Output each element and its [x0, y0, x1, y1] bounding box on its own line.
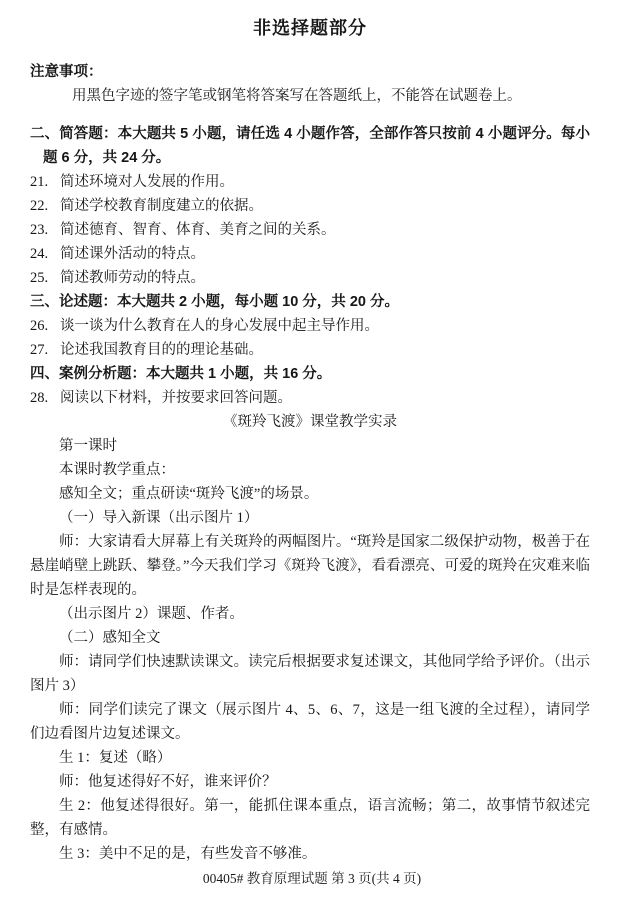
- section-heading: 四、案例分析题：本大题共 1 小题，共 16 分。: [30, 366, 332, 382]
- section-heading: 二、简答题：本大题共 5 小题，请任选 4 小题作答，全部作答只按前 4 小题评分。每小题 6 分，共 24 分。: [30, 126, 590, 166]
- question-item: [30, 338, 590, 362]
- question-item: [30, 314, 590, 338]
- material-paragraph: 感知全文；重点研读“斑羚飞渡”的场景。: [59, 486, 319, 502]
- item-number: 23.: [30, 222, 49, 238]
- material-paragraph: 本课时教学重点：: [59, 462, 175, 478]
- material-paragraph: 师：他复述得好不好，谁来评价？: [59, 774, 277, 790]
- material-title: 《斑羚飞渡》课堂教学实录: [223, 414, 397, 430]
- material-paragraph: （二）感知全文: [59, 630, 161, 646]
- material-paragraph: 师：同学们读完了课文（展示图片 4、5、6、7，这是一组飞渡的全过程），请同学们边看图片边复述课文。: [30, 702, 590, 742]
- item-number: 25.: [30, 270, 49, 286]
- material-paragraph: （出示图片 2）课题、作者。: [59, 606, 244, 622]
- item-number: 27.: [30, 342, 49, 358]
- item-text: 阅读以下材料，并按要求回答问题。: [60, 390, 292, 406]
- document-body: [30, 60, 590, 866]
- item-text: 论述我国教育目的的理论基础。: [60, 342, 263, 358]
- material-paragraph: 师：大家请看大屏幕上有关斑羚的两幅图片。“斑羚是国家二级保护动物，极善于在悬崖峭壁上跳跃、攀登。”今天我们学习《斑羚飞渡》，看看漂亮、可爱的斑羚在灾难来临时是怎样表现的。: [30, 534, 590, 598]
- question-item: [30, 266, 590, 290]
- section-heading: 三、论述题：本大题共 2 小题，每小题 10 分，共 20 分。: [30, 294, 399, 310]
- question-item: [30, 218, 590, 242]
- question-item: [30, 386, 590, 410]
- page-footer: 00405# 教育原理试题 第 3 页(共 4 页): [202, 871, 422, 886]
- question-item: [30, 194, 590, 218]
- material-paragraph: 生 3：美中不足的是，有些发音不够准。: [59, 846, 317, 862]
- material-paragraph: 生 2：他复述得很好。第一，能抓住课本重点，语言流畅；第二，故事情节叙述完整，有感情。: [30, 798, 590, 838]
- item-text: 简述德育、智育、体育、美育之间的关系。: [60, 222, 336, 238]
- material-paragraph: 师：请同学们快速默读课文。读完后根据要求复述课文，其他同学给予评价。（出示图片 3）: [30, 654, 590, 694]
- item-number: 22.: [30, 198, 49, 214]
- item-text: 谈一谈为什么教育在人的身心发展中起主导作用。: [60, 318, 379, 334]
- question-item: [30, 170, 590, 194]
- item-number: 24.: [30, 246, 49, 262]
- page-title: 非选择题部分: [253, 18, 367, 38]
- item-number: 28.: [30, 390, 49, 406]
- item-text: 简述课外活动的特点。: [60, 246, 205, 262]
- material-paragraph: （一）导入新课（出示图片 1）: [59, 510, 259, 526]
- notice-text: 用黑色字迹的签字笔或钢笔将答案写在答题纸上，不能答在试题卷上。: [72, 88, 522, 104]
- item-number: 21.: [30, 174, 49, 190]
- item-text: 简述环境对人发展的作用。: [60, 174, 234, 190]
- material-paragraph: 生 1：复述（略）: [59, 750, 172, 766]
- notice-label: 注意事项：: [30, 64, 103, 80]
- item-text: 简述学校教育制度建立的依据。: [60, 198, 263, 214]
- material-paragraph: 第一课时: [59, 438, 117, 454]
- item-text: 简述教师劳动的特点。: [60, 270, 205, 286]
- item-number: 26.: [30, 318, 49, 334]
- question-item: [30, 242, 590, 266]
